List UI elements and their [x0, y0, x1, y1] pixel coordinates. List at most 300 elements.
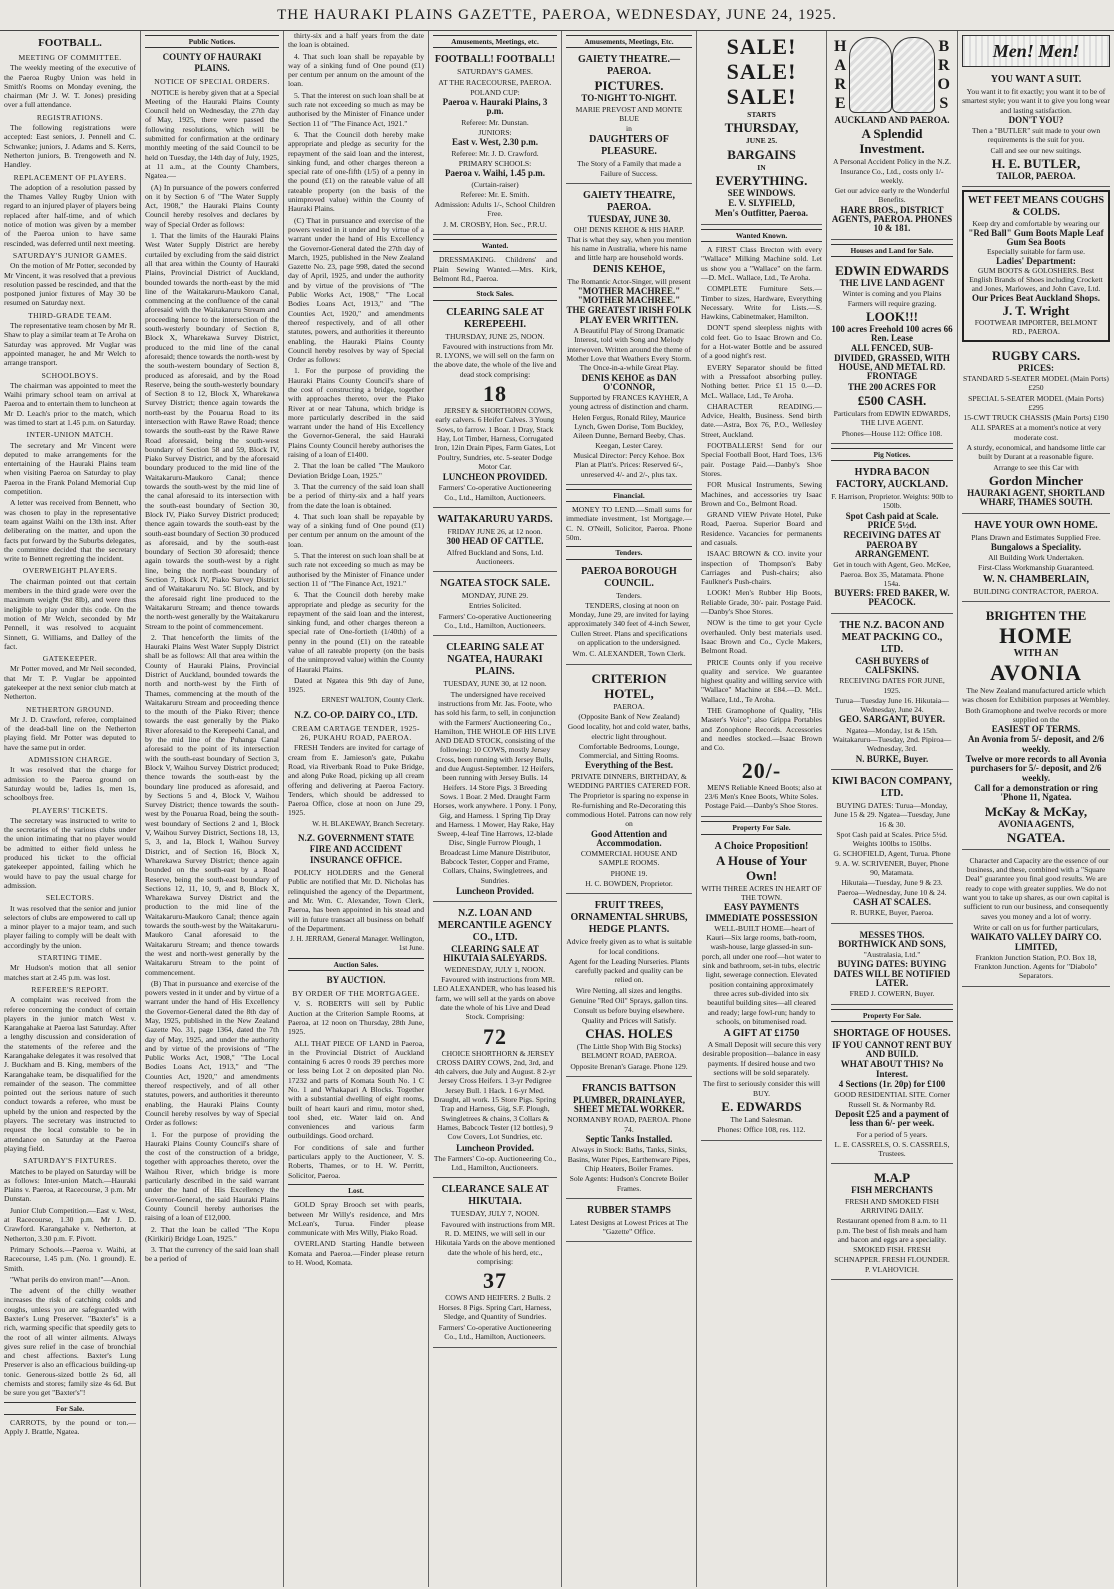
ad-line: Our Prices Beat Auckland Shops.	[971, 292, 1101, 303]
ad-line: THURSDAY,	[724, 120, 799, 136]
sale-lunch: Luncheon Provided.	[456, 1142, 534, 1153]
men-banner: Men! Men!	[962, 35, 1110, 67]
county-clerk-signature: ERNEST WALTON, County Clerk.	[321, 696, 424, 705]
auction-text: V. S. ROBERTS will sell by Public Auction at the Criterion Sample Rooms, at Paeroa, at 12 noon on Thursday, 28th June, 1925.	[288, 999, 424, 1037]
paragraph: 4. That such loan shall be repayable by way of a sinking fund of One pound (£1) per centum per annum on the amount of the loan.	[288, 511, 424, 549]
football-ad	[433, 51, 557, 235]
logo-letter: B	[938, 38, 950, 55]
sale-title: CLEARANCE SALE AT HIKUTAIA.	[441, 1184, 549, 1208]
ad-line: Wire Netting, all sizes and lengths.	[575, 985, 683, 995]
ad-line: SALE!	[726, 84, 797, 109]
clearing-sale-kerepeehi	[433, 304, 557, 508]
ad-title: A GIFT AT £1750	[723, 1028, 800, 1040]
govt-insurance-title: N.Z. GOVERNMENT STATE FIRE AND ACCIDENT INSURANCE OFFICE.	[297, 833, 415, 866]
lost-heading: Lost.	[288, 1184, 424, 1197]
ad-title: FRANCIS BATTSON	[582, 1082, 676, 1094]
ad-line: A Beautiful Play of Strong Dramatic Interest, told with Song and Melody interwoven. Written around the theme of Mother Love that Weathers Every Storm. The Once-in-a-while Great Play.	[566, 326, 692, 373]
lost-text: OVERLAND Starting Handle between Komata and Paeroa.—Finder please return to H. Wood, Komata.	[288, 1239, 424, 1268]
ad-line: Advice freely given as to what is suitable for local conditions.	[566, 937, 692, 956]
ad-line: Comfortable Bedrooms, Lounge, Commercial, and Sitting Rooms.	[578, 741, 680, 761]
ad-line: BARGAINS	[727, 146, 796, 162]
hare-icon	[892, 37, 935, 113]
special-orders-subtitle: NOTICE OF SPECIAL ORDERS.	[154, 77, 270, 87]
logo-letter: O	[937, 76, 950, 93]
sale-subtitle: CLEARING SALE AT HIKUTAIA SALEYARDS.	[443, 944, 547, 964]
wanted-known-list	[701, 245, 822, 752]
ad-line: Phones—House 112: Office 108.	[841, 428, 943, 438]
paragraph: A FIRST Class Brecton with every "Wallace" Milking Machine sold. Let us show you a "Wallace" on the farm.—D. McL. Wallace, Ltd., Te Aroha.	[701, 245, 822, 282]
ad-line: THE GREATEST IRISH FOLK PLAY EVER WRITTEN.	[566, 305, 692, 325]
chamberlain-ad	[962, 517, 1110, 602]
paragraph: The secretary and Mr Vincent were deputed to make arrangements for the entertaining of the Hauraki Plains team when visiting Paeroa on Saturday to play Paeroa in the Frank Poland Memorial Cup competition.	[4, 440, 136, 497]
paragraph: 2. That the loan be called "The Kopu (Kirikiri) Bridge Loan, 1925."	[145, 1224, 279, 1243]
borthwick-ad	[831, 927, 953, 1005]
ad-line: Get our advice early re the Wonderful Benefits.	[834, 186, 950, 205]
auction-heading: Auction Sales.	[288, 958, 424, 971]
paragraph: 6. That the Council doth hereby make appropriate and pledge as security for the repayment of the said loan and the interest, sinking fund, and other charges thereon a special rate of one-fifth (1/5) of a penny in the pound (£1) on the rateable value of all rateable property (on the basis of the unimproved value) within the County of Hauraki Plains.	[288, 129, 424, 214]
sale-title: NGATEA STOCK SALE.	[440, 578, 550, 590]
ad-line: IMMEDIATE POSSESSION	[705, 912, 818, 923]
ad-line: EVERYTHING.	[715, 172, 808, 188]
ad-title: GAIETY THEATRE.—PAEROA.	[577, 54, 681, 78]
paragraph: 4. That such loan shall be repayable by way of a sinking fund of One pound (£1) per centum per annum on the amount of the loan.	[288, 51, 424, 89]
sale-title: CLEARING SALE AT KEREPEEHI.	[446, 306, 544, 330]
ad-title: A Choice Proposition!	[714, 840, 809, 852]
ad-line: H. C. BOWDEN, Proprietor.	[585, 879, 673, 888]
ad-line: CASH AT SCALES.	[853, 896, 931, 907]
edwin-edwards-ad	[831, 260, 953, 444]
hare-bros-ad	[831, 31, 953, 240]
waikato-dairy-ad	[962, 853, 1110, 987]
ad-line: The Proprietor is sparing no expense in Re-furnishing and Re-Decorating this commodious Hotel. Patrons can now rely on	[566, 791, 692, 829]
ad-line: Wm. C. ALEXANDER, Town Clerk.	[572, 649, 686, 659]
sale-agent: Farmers' Co-operative Auctioneering Co., Ltd., Hamilton, Auctioneers.	[438, 1323, 552, 1342]
ad-title: SHORTAGE OF HOUSES.	[833, 1027, 951, 1039]
ad-line: All Building Work Undertaken.	[988, 553, 1084, 563]
ad-line: Ngatea—Monday, 1st & 15th. Waitakaruru—Tuesday, 2nd. Pipiroa—Wednesday, 3rd.	[832, 725, 952, 754]
hydra-bacon-ad	[831, 464, 953, 614]
ad-line: Call and see our new suitings.	[990, 145, 1082, 155]
ad-line: Both Gramophone and twelve records or more supplied on the	[965, 705, 1107, 724]
sale-items: COWS AND HEIFERS. 2 Bulls. 2 Horses. 8 Pigs. Spring Cart, Harness, Sledge, and Quantity of Sundries.	[438, 1293, 552, 1321]
shortage-houses-ad	[831, 1025, 953, 1165]
sale-agent: The Farmers' Co-op. Auctioneering Co., Ltd., Hamilton, Auctioneers.	[433, 1153, 557, 1173]
ad-line: J. M. CROSBY, Hon. Sec., P.R.U.	[443, 219, 547, 229]
sale-date: TUESDAY, JULY 7, NOON.	[450, 1209, 540, 1219]
ad-line: (Opposite Bank of New Zealand)	[578, 711, 680, 721]
ad-line: Referee: Mr. J. D. Crawford.	[451, 148, 539, 158]
ad-line: Everything of the Best.	[585, 760, 673, 771]
paragraph: On the motion of Mr Potter, seconded by Mr Vincent, it was resolved that a previous resolution passed be rescinded, and that the postponed junior fixtures of May 30 be resumed on Saturday next.	[4, 261, 136, 308]
ad-line: Get in touch with Agent, Geo. McKee, Paeroa. Box 35, Matamata. Phone 154a.	[833, 560, 951, 588]
column-football	[0, 31, 140, 1587]
ad-title: RUBBER STAMPS	[587, 1204, 671, 1216]
ad-line: Keep dry and comfortable by wearing our	[972, 219, 1100, 229]
ad-line: Consult us before buying elsewhere. Quality and Prices will Satisfy.	[573, 1006, 685, 1025]
paragraph: 3. That the currency of the said loan shall be a period of thirty-six and a half years from the date the loan is obtained.	[288, 481, 424, 510]
section-subhead: REFEREE'S REPORT.	[31, 984, 109, 994]
hare-letters-left	[831, 37, 849, 113]
slyfield-sale-ad	[701, 31, 822, 225]
sale-date: TUESDAY, JUNE 30, at 12 noon.	[443, 679, 547, 689]
sale-date: MONDAY, JUNE 29.	[461, 591, 529, 601]
paragraph: The chairman was appointed to meet the Waihi primary school team on arrival at Paeroa and to entertain them to luncheon at Mr D. Leach's prior to the match, which was timed to start at 1.45 p.m. on Saturday.	[4, 380, 136, 427]
paragraph: Matches to be played on Saturday will be as follows: Inter-union Match.—Hauraki Plains v. Paeroa, at Racecourse, 3 p.m. Mr Dunstan.	[4, 1166, 136, 1204]
ad-line: Paeroa v. Waihi, 1.45 p.m.	[445, 168, 545, 179]
ad-line: SEE WINDOWS.	[727, 187, 796, 198]
ad-line: Plans Drawn and Estimates Supplied Free.	[971, 532, 1101, 542]
ad-line: Write or call on us for further particulars,	[973, 922, 1099, 932]
paragraph: ISAAC BROWN & CO. invite your inspection of Thompson's Baby Carriages and Push-chairs; also Faulkner's Push-chairs.	[701, 549, 822, 587]
ad-text: Character and Capacity are the essence of our business, and these, combined with a "Square Deal" guarantee you final good results. We are ready to cope with greater supplies. We do not want you to take up shares, as our own capital is sufficient to run our business, and consequently saves you money and a lot of worry.	[962, 855, 1110, 921]
lost-text: GOLD Spray Brooch set with pearls, between Mr Willy's residence, and Mrs McLean's, Turua. Finder please communicate with Mrs Willy, Piako Road.	[288, 1200, 424, 1238]
ad-line: Arrange to see this Car with	[993, 462, 1079, 472]
ad-line: DAUGHTERS OF PLEASURE.	[589, 134, 669, 158]
paragraph: The weekly meeting of the executive of the Paeroa Rugby Union was held in Smith's Rooms on Monday evening, the chairman (Mr J. W. T. Jones) presiding over a full attendance.	[4, 63, 136, 110]
ad-line: "Australasia, Ltd."	[863, 950, 921, 960]
ad-line: PAEROA.	[613, 701, 645, 711]
ad-line: "MOTHER MACHREE." "MOTHER MACHREE."	[577, 285, 681, 306]
ad-title: M.A.P	[873, 1170, 911, 1186]
logo-letter: E	[834, 95, 846, 112]
ad-title: EDWIN EDWARDS	[835, 262, 949, 278]
ad-line: The New Zealand manufactured article which was chosen for Exhibition purposes at Wembley.	[962, 685, 1110, 705]
ad-title: KIWI BACON COMPANY, LTD.	[832, 775, 952, 799]
ad-line: Winter is coming and you Plains Farmers will require grazing.	[842, 289, 942, 308]
ad-line: AVONIA	[990, 659, 1082, 685]
special-orders-continued	[288, 31, 424, 694]
ad-line: 4 Sections (1r. 20p) for £100	[838, 1079, 946, 1090]
ad-line: HOME	[999, 622, 1073, 648]
waitakaruru-yards	[433, 511, 557, 572]
ad-line: Sole Agents: Hudson's Concrete Boiler Frames.	[569, 1174, 689, 1193]
ad-title: CHAS. HOLES	[585, 1025, 673, 1041]
paragraph: CHARACTER READING.—Advice, Health, Business. Send birth date.—Astra, Box 76, P.O., Wellesley Street, Auckland.	[701, 401, 822, 439]
tenders-heading: Tenders.	[566, 546, 692, 559]
ad-line: G. SCHOFIELD, Agent, Turua. Phone 9. A. W. SCRIVENER, Buyer, Phone 90, Matamata.	[833, 849, 951, 878]
ad-line: Musical Director: Percy Kehoe. Box Plan at Platt's. Prices: Reserved 6/-, unreserved 4/- and 2/-, plus tax.	[573, 450, 685, 479]
ad-line: SATURDAY'S GAMES.	[457, 67, 533, 77]
ad-line: Frankton Junction Station, P.O. Box 18, Frankton Junction. Agents for "Diabolo" Separators.	[974, 952, 1098, 981]
ad-line: 100 acres Freehold 100 acres 66 Ren. Lease	[831, 323, 953, 344]
paragraph: A letter was received from Bennett, who was chosen to play in the representative team against Waihi on the 13th inst. After deliberating on the matter, and upon the facts put forward by the Suburbs delegates, the committee decided that the secretary write to Bennett regretting the incident.	[4, 498, 136, 564]
ad-line: Supported by FRANCES KAYHER, A young actress of distinction and charm.	[569, 393, 689, 412]
ad-line: Then a "BUTLER" suit made to your own requirements is the suit for you.	[971, 126, 1101, 145]
ad-line: GUM BOOTS & GOLOSHERS. Best English Brands of Shoes including Crockett and Jones, Marlowes, and John Cave, Ltd.	[969, 265, 1103, 294]
paragraph: 6. That the Council doth hereby make appropriate and pledge as security for the repayment of the said loan and the interest, sinking fund, and other charges thereon a special rate of One-fortieth (1/40th) of a penny in the pound (£1) on the rateable value of all rateable property (on the basis of the unimproved value) within the County of Hauraki Plains.	[288, 590, 424, 674]
sale-date: THURSDAY, JUNE 25, NOON.	[445, 331, 545, 341]
ad-title: CRITERION HOTEL,	[591, 670, 667, 701]
ad-line: Admission: Adults 1/-, School Children Free.	[434, 200, 556, 219]
amusements-heading: Amusements, Meetings, etc.	[433, 35, 557, 48]
ad-line: An Avonia from 5/- deposit, and 2/6 weekly.	[968, 734, 1104, 754]
special-orders-text	[145, 88, 279, 1264]
ad-line: Septic Tanks Installed.	[585, 1134, 673, 1145]
ad-line: Good Attention and Accommodation.	[590, 828, 668, 848]
paragraph: Mr Hudson's motion that all senior matches start at 2.45 p.m. was lost.	[4, 963, 136, 982]
ad-line: NGATEA.	[1007, 829, 1065, 845]
property-heading: Property For Sale.	[831, 1009, 953, 1022]
paragraph: NOW is the time to get your Cycle overhauled. Only best materials used. Isaac Brown and Co., Cycle Makers, Belmont Road.	[701, 618, 822, 656]
sale-count: 18	[483, 381, 507, 407]
ad-title: YOU WANT A SUIT.	[990, 74, 1082, 85]
ad-title: Gordon Mincher	[988, 472, 1084, 488]
ad-title: RUGBY CARS.	[991, 347, 1081, 363]
ad-line: RECEIVING DATES FOR JUNE, 1925.	[839, 676, 945, 695]
ad-line: PRIMARY SCHOOLS:	[458, 158, 532, 168]
ad-line: EASIEST OF TERMS.	[991, 724, 1081, 735]
wanted-text: DRESSMAKING. Childrens' and Plain Sewing Wanted.—Mrs. Kirk, Belmont Rd., Paeroa.	[433, 255, 557, 283]
govt-insurance-text: POLICY HOLDERS and the General Public are notified that Mr. D. Nicholas has relinquished the agency of the Department, and Mr. Wm. C. Alexander, Town Clerk, Paeroa, has been appointed in his stead and will in future transact all business on behalf of the Department.	[288, 868, 424, 933]
dairy-title: N.Z. CO-OP. DAIRY CO., LTD.	[294, 709, 418, 720]
ad-line: Referee: Mr. Dunstan.	[461, 117, 529, 127]
ad-line: SALE!	[726, 34, 797, 59]
column-retail	[958, 31, 1114, 1587]
ad-line: (The Little Shop With Big Stocks) BELMONT ROAD, PAEROA.	[576, 1041, 682, 1061]
ad-line: FRESH AND SMOKED FISH ARRIVING DAILY.	[845, 1196, 939, 1216]
ad-line: F. Harrison, Proprietor. Weights: 90lb to 150lb.	[831, 492, 953, 511]
football-report	[4, 63, 136, 1397]
ad-line: JUNE 25.	[745, 136, 778, 146]
avonia-ad	[962, 605, 1110, 850]
paragraph: The advent of the chilly weather increases the risk of catching colds and coughs, unless you are safeguarded with Baxter's Lung Preserver. "Baxter's" is a rich, warming specific that speedily gets to the root of all winter ailments. Always gives sure relief in the case of bronchial and chest affections. Baxter's Lung Preserver is also an efficacious building-up tonic. Generous-sized bottle 2s 6d, all chemists and stores; family size 4s 6d. But be sure you get "Baxter's"!	[4, 1286, 136, 1398]
football-subtitle: MEETING OF COMMITTEE.	[18, 53, 122, 62]
ngatea-stock-sale	[433, 575, 557, 636]
paragraph: 5. That the interest on such loan shall be at such rate not exceeding so much as may be authorised by the Minister of Finance under Section 11 of "The Finance Act, 1921."	[288, 90, 424, 128]
logo-letter: H	[833, 38, 847, 55]
pig-notices-heading: Pig Notices.	[831, 448, 953, 461]
ad-line: HARE BROS., DISTRICT AGENTS, PAEROA. PHONES 10 & 181.	[831, 204, 953, 234]
section-subhead: INTER-UNION MATCH.	[26, 430, 114, 440]
ad-line: P. VLAHOVICH.	[864, 1264, 920, 1274]
sale-title: WAITAKARURU YARDS.	[437, 513, 553, 525]
section-subhead: STARTING TIME.	[37, 953, 103, 963]
column-amusements-stock	[429, 31, 561, 1587]
ad-line: A House of Your Own!	[716, 852, 807, 883]
ad-line: H. E. BUTLER,	[991, 156, 1081, 172]
ad-price: 20/-	[741, 757, 782, 783]
ad-line: The Story of a Family that made a Failure of Success.	[577, 159, 681, 178]
ad-line: GOOD RESIDENTIAL SITE. Corner Russell St. & Normanby Rd.	[834, 1090, 950, 1109]
ad-line: The first to seriously consider this will BUY.	[702, 1079, 821, 1098]
paragraph: Primary Schools.—Paeroa v. Waihi, at Racecourse, 1.45 p.m. (No. 1 ground). E. Smith.	[4, 1244, 136, 1273]
battson-ad	[566, 1080, 692, 1199]
danby-boots-ad	[701, 755, 822, 818]
gaiety-kehoe-ad	[566, 187, 692, 485]
ad-line: (Curtain-raiser)	[471, 179, 519, 189]
ad-line: 15-CWT TRUCK CHASSIS (Main Ports) £190	[963, 413, 1109, 423]
section-subhead: SATURDAY'S FIXTURES.	[23, 1156, 117, 1166]
ad-line: Restaurant opened from 8 a.m. to 11 p.m. The best of fish meals and ham and bacon and eggs are a speciality.	[836, 1216, 948, 1244]
section-subhead: SELECTORS.	[45, 893, 95, 903]
ad-line: £500 CASH.	[857, 392, 927, 408]
paragraph: 1. For the purpose of providing the Hauraki Plains County Council's share of the cost of the construction of a bridge, together with approaches thereto, over the Waihou River, which bridge is more particularly described in the said warrant under the hand of His Excellency the Governor-General, the said Hauraki Plains County Council hereby authorises the raising of a loan of £12,000.	[145, 1129, 279, 1223]
stock-sales-heading: Stock Sales.	[433, 287, 557, 300]
paragraph: Dated at Ngatea this 9th day of June, 1925.	[288, 675, 424, 695]
paragraph: "What perils do environ man!"—Anon.	[10, 1274, 130, 1284]
paragraph: (C) That in pursuance and exercise of the powers vested in it under and by virtue of a warrant under the hand of His Excellency the Governor-General dated the 27th day of March, 1925, published in the New Zealand Gazette No. 23, page 998, dated the second day of April, 1925, and under the authority and by virtue of the provisions of "The Public Works Act, 1908," "The Local Bodies Loans Act, 1913," and "The Counties Act, 1920," and amendments thereof respectively, and of all other statutes, powers, and authorities it thereunto enabling, the Hauraki Plains County Council hereby resolves by way of Special Order as follows:	[288, 215, 424, 365]
sale-items: CHOICE SHORTHORN & JERSEY CROSS DAIRY COWS, 2nd, 3rd, and 4th calvers, due July and August. 8 2-yr Jersey Cross Heifers. 1 3-yr Pedigree Jersey Bull. 1 Hack. 1 6-yr Med. Draught, all work. 15 Store Pigs. Spring Trap and Harness, Gig, S.F. Plough, Swingletrees & chains, 3 Collars & Hames, Babcock Tester (12 bottles), 9 Cow Covers, Lot Sundries, etc.	[433, 1048, 557, 1142]
auction-title: BY AUCTION.	[326, 975, 386, 986]
ad-line: STANDARD 5-SEATER MODEL (Main Ports) £250	[963, 373, 1109, 393]
section-subhead: SATURDAY'S JUNIOR GAMES.	[12, 250, 128, 260]
hare-bros-logo	[831, 36, 953, 114]
sale-text: Entries Solicited.	[468, 601, 522, 611]
ad-line: POLAND CUP:	[470, 87, 520, 97]
ad-line: Hikutaia—Tuesday, June 9 & 23. Paeroa—Wednesday, June 10 & 24.	[837, 878, 947, 897]
ad-line: TUESDAY, JUNE 30.	[587, 214, 671, 225]
ad-line: AVONIA AGENTS,	[998, 818, 1074, 829]
sale-agent: Farmers' Co-operative Auctioneering Co., Ltd., Hamilton, Auctioneers.	[438, 611, 552, 631]
ad-line: SPECIAL 5-SEATER MODEL (Main Ports) £295	[968, 393, 1104, 412]
ad-title: HAVE YOUR OWN HOME.	[974, 519, 1098, 531]
paragraph: 1. For the purpose of providing the Hauraki Plains County Council's share of the cost of constructing a bridge, together with approaches thereto, over the Piako River at or near Tahuna, which bridge is more particularly described in the said warrant under the hand of His Excellency the Governor-General, the said Hauraki Plains County Council hereby authorises the raising of a loan of £1400.	[288, 366, 424, 460]
wanted-known-heading: Wanted Known.	[701, 229, 822, 242]
ad-line: Good locality, hot and cold water, baths, electric light throughout.	[567, 722, 691, 741]
public-notices-heading: Public Notices.	[145, 35, 279, 48]
paragraph: LOOK! Men's Rubber Hip Boots, Reliable Grade, 30/- pair. Postage Paid.—Danby's Shoe Stores.	[701, 588, 822, 617]
paragraph: Junior Club Competition.—East v. West, at Racecourse, 1.30 p.m. Mr J. D. Crawford. Karangahake v. Netherton, at Netherton, 3.30 p.m. F. Pivott.	[4, 1205, 136, 1243]
ad-title: HYDRA BACON FACTORY, AUCKLAND.	[836, 467, 948, 491]
ad-line: East v. West, 2.30 p.m.	[451, 137, 539, 148]
ad-line: L. E. CASSRELS, O. S. CASSRELS, Trustees.	[834, 1139, 950, 1159]
wanted-heading: Wanted.	[433, 239, 557, 252]
paragraph: FOR Musical Instruments, Sewing Machines, and accessories try Isaac Brown and Co., Belmont Road.	[701, 480, 822, 508]
edwards-property-ad	[701, 838, 822, 1141]
paragraph: (B) That in pursuance and exercise of the powers vested in it under and by virtue of a warrant under the hand of His Excellency the Governor-General dated the 8th day of May, 1925, published in the New Zealand Gazette No. 31, page 1364, dated the 7th day of May, 1925, and under the authority and by virtue of the provisions of "The Public Works Act, 1908," "The Local Bodies Loans Act, 1913," and "The Counties Act, 1920," and amendments thereof respectively, and of all other statutes, powers, and authorities it thereunto enabling, the Hauraki Plains County Council hereby resolves by way of Special Order as follows:	[145, 978, 279, 1128]
hare-letters-right	[935, 37, 953, 113]
paragraph: DON'T spend sleepless nights with cold feet. Go to Isaac Brown and Co. for a Hot-water Bottle and be assured of a good night's rest.	[701, 323, 822, 361]
ad-line: Always in Stock: Baths, Tanks, Sinks, Basins, Water Pipes, Earthenware Pipes, Chip Heaters, Boiler Frames.	[567, 1145, 691, 1173]
paragraph: The chairman pointed out that certain members in the third grade were over the maximum weight (9st 8lb), and were thus ineligible to play under this code. On the motion of Mr Welch, seconded by Mr Pennell, it was resolved to acquaint Sinnett, G. Williams, and Dalley of the fact.	[4, 576, 136, 651]
paragraph: Mr J. D. Crawford, referee, complained of the dead-ball line on the Netherton playing field. Mr Potter was deputed to have the same put in order.	[4, 714, 136, 752]
auction-text: ALL THAT PIECE OF LAND in Paeroa, in the Provincial District of Auckland containing 6 acres 0 roods 39 perches more or less being Lot 2 on deposited plan No. 17232 and parts of Komata South No. 1 C No. 1 and Whakapari A Blocks. Together with a substantial dwelling of eight rooms, built of heart kauri and rimu, motor shed, tool shed, etc. Water laid on. And conveniences and various farm outbuildings. Good orchard.	[288, 1038, 424, 1141]
sale-text: Favoured with instructions from MR. R. D. MEINS, we will sell in our Hikutaia Yards on the above mentioned date the whole of his herd, etc., comprising:	[435, 1219, 555, 1266]
govt-insurance-signature: J. H. JERRAM, General Manager. Wellington, 1st June.	[290, 935, 424, 953]
section-subhead: ADMISSION CHARGE.	[27, 755, 112, 765]
financial-heading: Financial.	[566, 489, 692, 502]
paragraph: A complaint was received from the referee concerning the conduct of certain players in the junior match West v. Karangahake at Paeroa last Saturday. After a lengthy discussion and consideration of the statements of the referee and the Karangahake delegates it was resolved that J. Buckham and B. King, members of the Karangahake team, be disqualified for the remainder of the season. The committee pointed out the serious nature of such conduct towards a referee, who must be upheld by the union and respected by the players. The secretary was instructed to request the local constable to be in attendance on Saturday at the Paeroa playing field.	[4, 995, 136, 1153]
ad-line: E. V. SLYFIELD,	[728, 198, 795, 209]
paragraph: It was resolved that the charge for admission to the Paeroa ground on Saturday would be, ladies 1s, men 1s, schoolboys free.	[4, 765, 136, 803]
paragraph: thirty-six and a half years from the date the loan is obtained.	[288, 31, 424, 50]
ad-line: PRICES:	[1017, 362, 1054, 373]
ad-line: TO-NIGHT TO-NIGHT.	[581, 93, 677, 104]
butler-suit-ad	[962, 71, 1110, 187]
section-subhead: THIRD-GRADE TEAM.	[28, 310, 112, 320]
ad-line: Referee: Mr. E. Smith.	[460, 189, 530, 199]
masthead: THE HAURAKI PLAINS GAZETTE, PAEROA, WEDNESDAY, JUNE 24, 1925.	[0, 0, 1114, 31]
ad-line: THE 200 ACRES FOR	[847, 381, 937, 392]
logo-letter: S	[939, 95, 949, 112]
property-heading: Property For Sale.	[701, 821, 822, 834]
ad-line: AT THE RACECOURSE, PAEROA.	[438, 77, 552, 87]
sale-count: 37	[483, 1268, 507, 1294]
paragraph: The secretary was instructed to write to the secretaries of the various clubs under the union intimating that no player would be admitted to either field unless he produced his ticket to the official gatekeeper appointed, failing which he would have to pay the usual charge for admission.	[4, 815, 136, 890]
column-agents	[827, 31, 957, 1587]
ad-line: WHAT ABOUT THIS? No Interest.	[840, 1059, 944, 1079]
sale-agent: Alfred Buckland and Sons, Ltd. Auctioneers.	[446, 547, 544, 566]
ad-line: MARIE PREVOST AND MONTE BLUE	[575, 104, 683, 123]
gaiety-pictures-ad	[566, 51, 692, 184]
criterion-hotel-ad	[566, 668, 692, 895]
auction-text: For conditions of sale and further particulars apply to the Auctioneer, V. S. Roberts, Thames, or to H. W. Perritt, Solicitor, Paeroa.	[288, 1142, 424, 1180]
ad-line: COMMERCIAL HOUSE AND SAMPLE ROOMS.	[580, 849, 678, 868]
logo-letter: R	[834, 76, 846, 93]
ad-line: ALL FENCED, SUB-DIVIDED, GRASSED, WITH HOUSE, AND METAL RD. FRONTAGE	[834, 343, 950, 382]
ad-line: OH! DENIS KEHOE & HIS HARP. That is what they say, when you mention his name in Australia, where his name and little harp are household words.	[566, 225, 692, 263]
paragraph: The following registrations were accepted: East seniors, J. Pennell and C. Schwanke; juniors, J. Adams and S. Kerrs, Netherton juniors, B. Trengoweth and N. Handley.	[4, 123, 136, 170]
wet-feet-ad	[962, 190, 1110, 341]
ad-line: Latest Designs at Lowest Prices at The "Gazette" Office.	[570, 1217, 688, 1237]
ad-line: AUCKLAND AND PAEROA.	[834, 115, 950, 125]
ad-line: N. BURKE, Buyer.	[855, 753, 929, 764]
ad-line: The Land Salesman.	[730, 1114, 793, 1124]
ad-line: Men's Outfitter, Paeroa.	[715, 208, 808, 219]
ad-line: SALE!	[726, 59, 797, 84]
ad-line: A Personal Accident Policy in the N.Z. Insurance Co., Ltd., costs only 1/- weekly.	[832, 157, 952, 185]
ad-line: Helen Fergus, Ronald Riley, Maurice Lynch, Gwen Dorise, Tom Buckley, Aileen Dunne, Bernard Beeby, Chas. Keegan, Lester Carey.	[572, 412, 686, 450]
ad-line: The Romantic Actor-Singer, will present	[567, 276, 691, 286]
ad-title: MESSES THOS. BORTHWICK AND SONS,	[838, 929, 946, 949]
ad-line: BUYERS: FRED BAKER, W. PEACOCK.	[834, 588, 950, 608]
ad-title: FRUIT TREES, ORNAMENTAL SHRUBS, HEDGE PLANTS.	[570, 900, 688, 936]
dairy-signature: W. H. BLAKEWAY, Branch Secretary.	[312, 819, 424, 828]
sale-lunch: LUNCHEON PROVIDED.	[442, 472, 548, 483]
paragraph: It was resolved that the senior and junior selectors of clubs are empowered to call up a minor player to a major team, and such player failing to comply will be dealt with accordingly by the union.	[4, 903, 136, 950]
dairy-subtitle: CREAM CARTAGE TENDER, 1925-26, PUKAHU ROAD, PAEROA.	[292, 723, 420, 743]
ad-title: McKay & McKay,	[984, 803, 1088, 819]
nz-bacon-ad	[831, 617, 953, 770]
ad-line: DENIS KEHOE,	[592, 263, 666, 275]
borough-tender-ad	[566, 563, 692, 665]
ad-line: ALL SPARES at a moment's notice at very moderate cost.	[970, 423, 1102, 442]
ad-title: GAIETY THEATRE, PAEROA.	[582, 190, 676, 214]
ad-line: JUNIORS:	[478, 128, 512, 138]
clearance-sale-hikutaia	[433, 1181, 557, 1347]
ad-line: R. BURKE, Buyer, Paeroa.	[850, 908, 934, 918]
ad-line: IF YOU CANNOT RENT BUY AND BUILD.	[831, 1039, 952, 1060]
sale-text: Favoured with instructions from MR. LEO ALEXANDER, who has leased his farm, we will sell at the yards on above date the whole of his Live and Dead Stock. Comprising:	[433, 975, 557, 1022]
paragraph: (A) In pursuance of the powers conferred on it by Section 6 of "The Water Supply Act, 1908," the Hauraki Plains County Council hereby resolves and declares by way of Special Order as follows:	[145, 182, 279, 229]
paragraph: Mr Potter moved, and Mr Neil seconded, that Mr T. P. Vuglar be appointed gatekeeper at the next senior club match at Netherton.	[4, 664, 136, 702]
ad-text: MEN'S Reliable Kneed Boots; also at 23/6 Men's Knee Boots, White Soles. Postage Paid.—Danby's Shoe Stores.	[704, 782, 822, 811]
paragraph: FOOTBALLERS! Send for our Special Football Boot, Hard Toes, 13/6 pair. Postage Paid.—Danby's Shoe Stores.	[701, 441, 822, 478]
ad-line: SMOKED FISH. FRESH SCHNAPPER. FRESH FLOUNDER.	[834, 1245, 950, 1264]
sale-items: JERSEY & SHORTHORN COWS, early calvers. 6 Heifer Calves. 3 Young Sows, to farrow. 1 Boar. 1 Dray, Stack Hay, Lot Timber, Harness, Corrugated Iron, 12in Drain Pipes, Farm Gates, Lot Poultry, Sundries, etc. 5-seater Dodge Motor Car.	[434, 406, 556, 471]
sale-lunch: Luncheon Provided.	[456, 885, 534, 896]
ad-line: GEO. SARGANT, BUYER.	[838, 714, 946, 725]
ad-title: THE N.Z. BACON AND MEAT PACKING CO., LTD.	[839, 619, 945, 655]
paragraph: COMPLETE Furniture Sets.—Timber to sizes, Hardware, Everything Necessary. Write for Lists.—S. Hawkins, Cabinetmaker, Hamilton.	[701, 284, 822, 322]
ad-line: THE LIVE LAND AGENT	[839, 277, 945, 288]
ad-line: Turua—Tuesday June 16. Hikutaia—Wednesday, June 24.	[835, 695, 949, 715]
section-subhead: REPLACEMENT OF PLAYERS.	[13, 172, 127, 182]
ad-line: WITH AN	[1013, 647, 1059, 659]
sale-title: CLEARING SALE AT NGATEA, HAURAKI PLAINS.	[446, 642, 544, 678]
financial-text: MONEY TO LEND.—Small sums for immediate investment, 1st Mortgage.—C. N. O'Neill, Solicitor, Paeroa. Phone 50m.	[566, 505, 692, 542]
section-subhead: SCHOOLBOYS.	[41, 370, 99, 380]
paragraph: THE Gramophone of Quality, "His Master's Voice"; also Grippa Portables and Zonophone Records. Accessories and needles stocked.—Isaac Brown and Co.	[701, 706, 822, 753]
ad-title: FOOTBALL! FOOTBALL!	[434, 54, 556, 66]
ad-line: EASY PAYMENTS	[724, 902, 799, 913]
paragraph: GRAND VIEW Private Hotel, Puke Road, Paeroa. Superior Board and Residence. Vacancies for permanents and casuals.	[701, 510, 822, 547]
ad-line: "Red Ball" Gum Boots Maple Leaf Gum Sea Boots	[968, 227, 1104, 247]
ad-title: A Splendid Investment.	[859, 126, 925, 157]
ad-line: NORMANBY ROAD, PAEROA. Phone 74.	[567, 1115, 691, 1134]
ad-title: WET FEET MEANS COUGHS & COLDS.	[967, 195, 1105, 219]
county-title: COUNTY OF HAURAKI PLAINS.	[162, 52, 262, 74]
